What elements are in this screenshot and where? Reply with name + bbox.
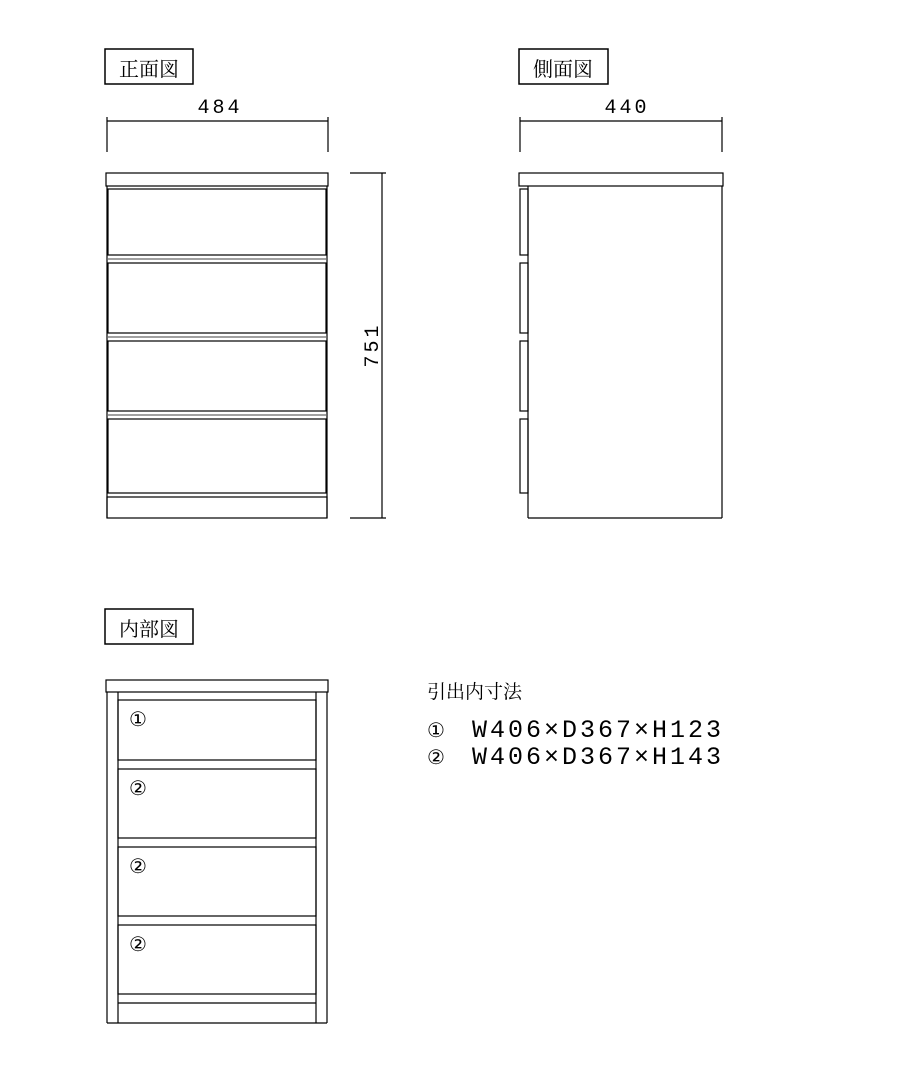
drawer-dimension-spec-1: W406×D367×H123 (472, 716, 725, 745)
internal-view (105, 609, 328, 1023)
side-view-title: 側面図 (533, 57, 593, 81)
drawer-dimensions-heading: 引出内寸法 (427, 681, 523, 703)
front-plinth (107, 497, 327, 518)
drawer-dimension-spec-2: W406×D367×H143 (472, 743, 725, 772)
front-drawer-2 (108, 263, 326, 333)
side-drawer-2 (520, 263, 528, 333)
front-drawer-4 (108, 419, 326, 493)
internal-view-title: 内部図 (119, 617, 179, 641)
internal-drawer-label-2: ② (129, 776, 147, 800)
internal-drawer-label-3: ② (129, 854, 147, 878)
side-drawer-3 (520, 341, 528, 411)
front-height-dimension: 751 (362, 322, 385, 368)
front-top-board (106, 173, 328, 186)
side-top-board (519, 173, 723, 186)
internal-drawer-label-4: ② (129, 932, 147, 956)
internal-drawer-label-1: ① (129, 707, 147, 731)
front-view-title: 正面図 (119, 57, 179, 81)
side-drawer-1 (520, 189, 528, 255)
front-width-dimension: 484 (197, 97, 243, 120)
internal-drawer-3 (118, 847, 316, 916)
front-view (105, 49, 386, 518)
internal-top-board (106, 680, 328, 692)
drawer-dimension-marker-1: ① (427, 718, 445, 742)
drawer-dimension-marker-2: ② (427, 745, 445, 769)
internal-drawer-1 (118, 700, 316, 760)
front-drawer-1 (108, 189, 326, 255)
side-drawer-4 (520, 419, 528, 493)
internal-drawer-2 (118, 769, 316, 838)
side-depth-dimension: 440 (604, 97, 650, 120)
internal-drawer-4 (118, 925, 316, 994)
front-drawer-3 (108, 341, 326, 411)
